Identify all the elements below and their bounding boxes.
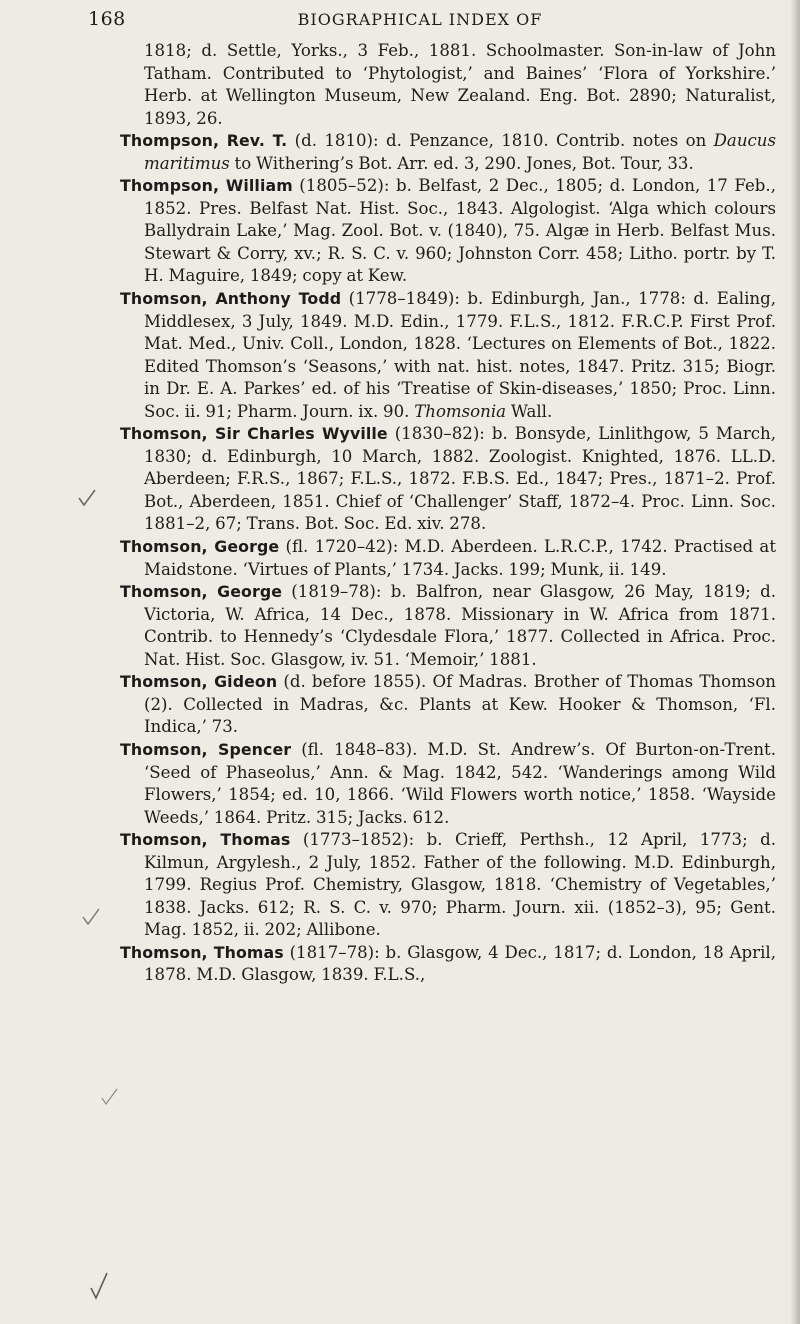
entry-name: Thomson, Thomas [120,942,284,962]
index-entry [120,423,777,536]
index-entry [120,288,777,423]
index-entry [144,40,776,130]
index-entries [120,40,776,987]
entry-name: Thomson, Spencer [120,739,292,759]
entry-name: Thomson, Sir Charles Wyville [120,424,388,444]
entry-text-cont: Wall. [506,401,553,421]
entry-text: (d. 1810): d. Penzance, 1810. Contrib. notes on [287,131,714,151]
index-entry [120,829,777,942]
entry-text: (1778–1849): b. Edinburgh, Jan., 1778: d. Ealing, Middlesex, 3 July, 1849. M.D. Edin., 1779. F.L.S., 1812. F.R.C.P. First Prof. Mat. Med., Univ. Coll., London, 1828. ‘Lectures on Elements of Bot., 1822. Edited Thomson’s ‘Seasons,’ with nat. hist. notes, 1847. Pritz. 315; Biogr. in Dr. E. A. Parkes’ ed. of his ‘Treatise of Skin-diseases,’ 1850; Proc. Linn. Soc. ii. 91; Pharm. Journ. ix. 90. [144,289,777,421]
entry-text: (fl. 1720–42): M.D. Aberdeen. L.R.C.P., 1742. Practised at Maidstone. ‘Virtues of Plants,’ 1734. Jacks. 199; Munk, ii. 149. [144,537,776,579]
entry-text: (1805–52): b. Belfast, 2 Dec., 1805; d. London, 17 Feb., 1852. Pres. Belfast Nat. Hist. Soc., 1843. Algologist. ‘Alga which colours Ballydrain Lake,’ Mag. Zool. Bot. v. (1840), 75. Algæ in Herb. Belfast Mus. Stewart & Corry, xv.; R. S. C. v. 960; Johnston Corr. 458; Litho. portr. by T. H. Maguire, 1849; copy at Kew. [144,176,776,286]
entry-italic: Daucus maritimus [144,131,777,173]
entry-name: Thomson, Anthony Todd [120,289,342,309]
page-edge-shadow [790,0,800,1324]
entry-name: Thomson, Gideon [120,672,278,692]
check-mark-icon [88,1270,110,1302]
entry-italic: Thomsonia [414,401,507,421]
page-number: 168 [88,8,126,30]
entry-text: (d. before 1855). Of Madras. Brother of Thomas Thomson (2). Collected in Madras, &c. Plants at Kew. Hooker & Thomson, ‘Fl. Indica,’ 73. [144,672,776,737]
index-entry [120,581,776,671]
entry-name: Thompson, William [120,176,293,196]
running-head: BIOGRAPHICAL INDEX OF [297,10,543,29]
entry-name: Thomson, Thomas [120,830,291,850]
entry-text: (1773–1852): b. Crieff, Perthsh., 12 April, 1773; d. Kilmun, Argylesh., 2 July, 1852. Father of the following. M.D. Edinburgh, 1799. Regius Prof. Chemistry, Glasgow, 1818. ‘Chemistry of Vegetables,’ 1838. Jacks. 612; R. S. C. v. 970; Pharm. Journ. xii. (1852–3), 95; Gent. Mag. 1852, ii. 202; Allibone. [144,830,777,940]
entry-name: Thomson, George [120,582,283,602]
index-entry [120,942,776,987]
index-entry [120,739,776,829]
check-mark-icon [76,487,98,509]
entry-text-cont: to Withering’s Bot. Arr. ed. 3, 290. Jones, Bot. Tour, 33. [229,153,694,173]
entry-name: Thomson, George [120,537,280,557]
index-entry [120,175,776,288]
entry-text: 1818; d. Settle, Yorks., 3 Feb., 1881. Schoolmaster. Son-in-law of John Tatham. Contributed to ‘Phytologist,’ and Baines’ ‘Flora of Yorkshire.’ Herb. at Wellington Museum, New Zealand. Eng. Bot. 2890; Naturalist, 1893, 26. [144,41,776,128]
index-entry [120,536,776,581]
entry-text: (1830–82): b. Bonsyde, Linlithgow, 5 March, 1830; d. Edinburgh, 10 March, 1882. Zoologist. Knighted, 1876. LL.D. Aberdeen; F.R.S., 1867; F.L.S., 1872. F.B.S. Ed., 1847; Pres., 1871–2. Prof. Bot., Aberdeen, 1851. Chief of ‘Challenger’ Staff, 1872–4. Proc. Linn. Soc. 1881–2, 67; Trans. Bot. Soc. Ed. xiv. 278. [144,424,777,534]
check-mark-icon [98,1086,120,1108]
entry-text: (fl. 1848–83). M.D. St. Andrew’s. Of Burton-on-Trent. ‘Seed of Phaseolus,’ Ann. & Mag. 1842, 542. ‘Wanderings among Wild Flowers,’ 1854; ed. 10, 1866. ‘Wild Flowers worth notice,’ 1858. ‘Wayside Weeds,’ 1864. Pritz. 315; Jacks. 612. [144,739,776,827]
index-entry [120,671,776,739]
check-mark-icon [80,906,102,928]
entry-text: (1817–78): b. Glasgow, 4 Dec., 1817; d. London, 18 April, 1878. M.D. Glasgow, 1839. F.L.S., [144,942,776,985]
entry-name: Thompson, Rev. T. [120,131,288,151]
index-entry [120,130,777,175]
entry-text: (1819–78): b. Balfron, near Glasgow, 26 May, 1819; d. Victoria, W. Africa, 14 Dec., 1878. Missionary in W. Africa from 1871. Contrib. to Hennedy’s ‘Clydesdale Flora,’ 1877. Collected in Africa. Proc. Nat. Hist. Soc. Glasgow, iv. 51. ‘Memoir,’ 1881. [144,582,776,669]
